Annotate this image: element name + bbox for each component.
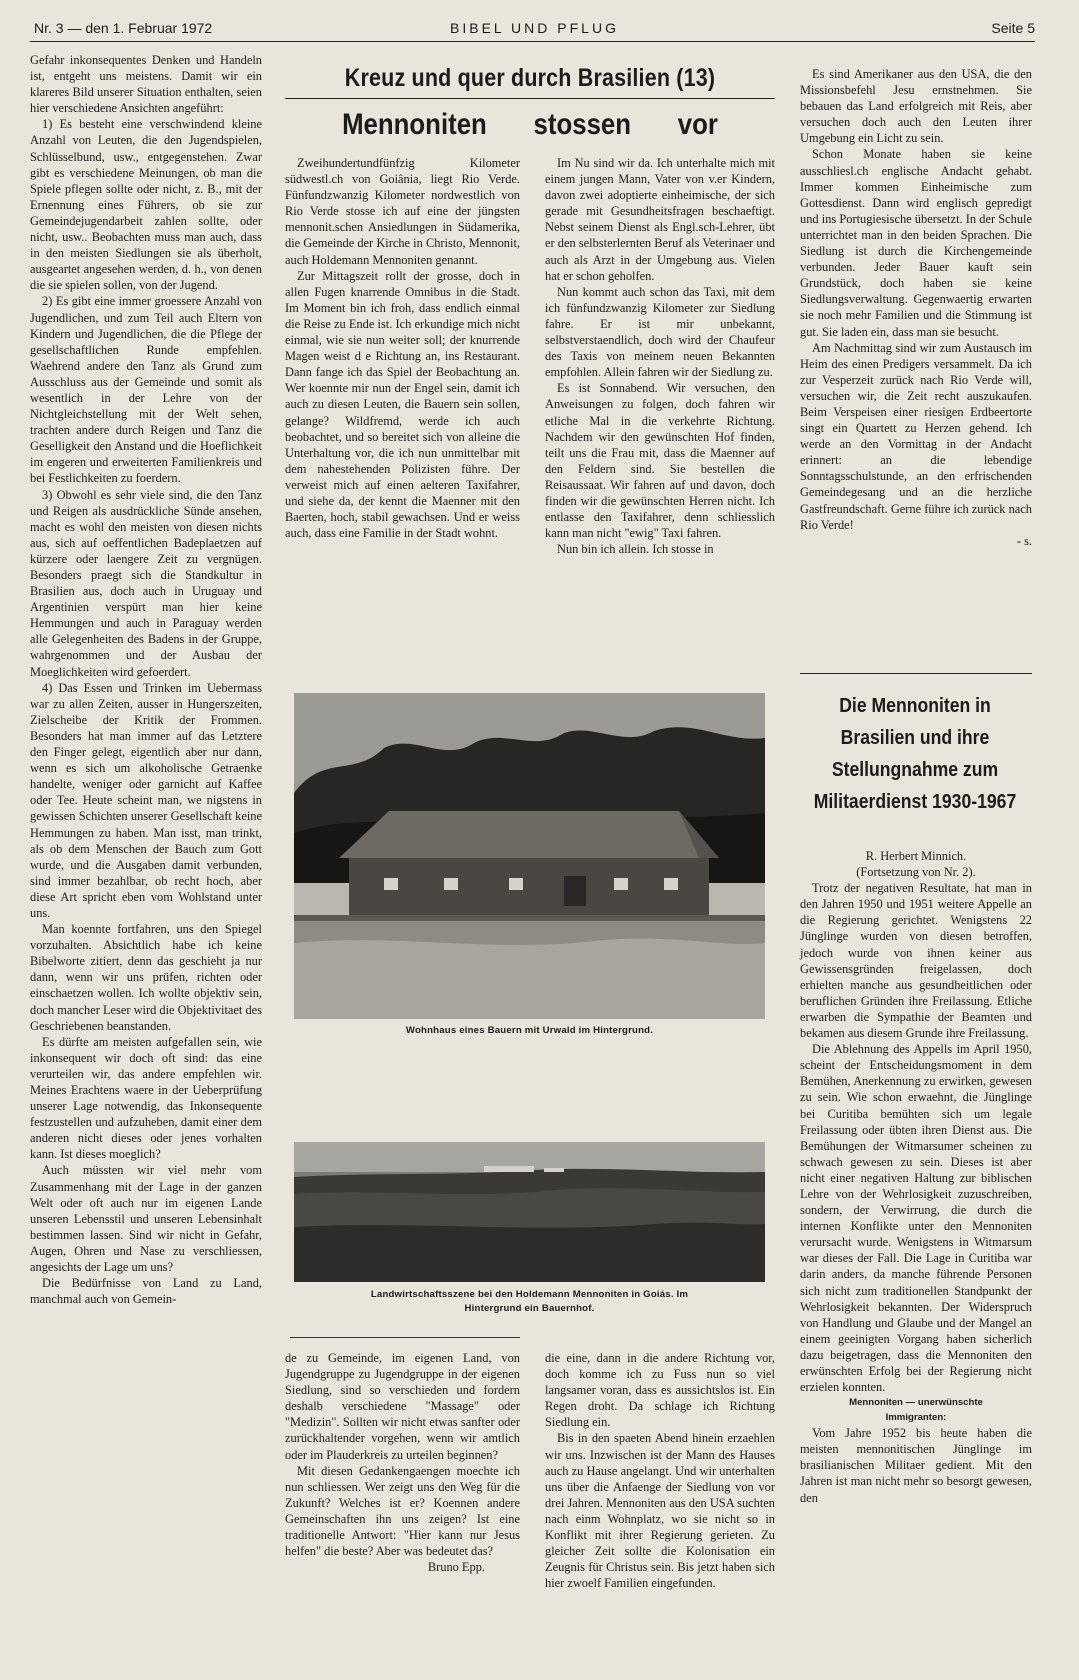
column-rule — [290, 1337, 520, 1338]
article2-title: Die Mennoniten in Brasilien und ihre Stellungnahme zum Militaerdienst 1930-1967 — [813, 695, 1017, 813]
issue-date: Nr. 3 — den 1. Februar 1972 — [34, 20, 213, 36]
farmhouse-photo — [294, 693, 765, 1019]
author-signature: Bruno Epp. — [427, 1560, 485, 1575]
subheading: Mennoniten — unerwünschte — [849, 1397, 983, 1409]
paragraph: Schon Monate haben sie keine ausschliesl.ch englische Andacht gehabt. Immer kommen Einheimische zum Gottesdienst. Dann wird englisch gepredigt und ins Portugiesische übersetzt. In der Schule unterrichtet man in den beiden Sprachen. Die Siedlung ist durch die Kirchengemeinde verbunden. Jeder Bauer kauft sein Grundstück, doch haben sie keine Siedlungsverwaltung. Gegenwaertig erwarten sie noch mehr Familien und die Stimmung ist gut. Sie laden ein, dass man sie besucht. — [800, 147, 1032, 339]
caption-line: Landwirtschaftsszene bei den Holdemann Mennoniten in Goiás. Im — [370, 1289, 689, 1300]
article-title: Kreuz und quer durch Brasilien (13) — [344, 64, 716, 92]
paragraph: Die Ablehnung des Appells im April 1950, scheint der Entscheidungsmoment in dem Bemühen, Anerkennung zu erwirken, gewesen zu sein. Wie schon erwaehnt, die Jünglinge bei Curitiba bemühten sich um legale Freilassung oder übten ihren Dienst aus. Die Bemühungen der Witmarsumer scheinen zu schwach gewesen zu sein. Dieses ist aber nicht einer negativen Haltung zur biblischen Lehre von der Wehrlosigkeit zuzuschreiben, sondern, der Verwirrung, die durch die internen Konflikte unter den Mennoniten verursacht wurde. Wenigstens in Witmarsum war dieses der Fall. Die Lage in Curitiba war darin anders, da manche führende Personen sich nicht zum traditionellen Standpunkt der Wehrlosigkeit bekannten. Der Widerspruch von Handlung und Glaube und der Mangel an einem geeinigten Vorgang haben sicherlich dazu beigetragen, dass die Mennoniten den erwünschten Erfolg bei der Regierung nicht erzielen konnten. — [800, 1042, 1032, 1395]
paragraph: Im Nu sind wir da. Ich unterhalte mich mit einem jungen Mann, Vater von v.er Kindern, davon zwei adoptierte einheimische, der sich gerade mit Gesundheitsfragen beschaeftigt. Nebst seinem Dienst als Engl.sch-Lehrer, übt er den selbsterlernten Beruf als Veterinaer und auch als Arzt in der Umgebung aus. Vielen hat er schon geholfen. — [545, 156, 775, 283]
paragraph: Es dürfte am meisten aufgefallen sein, wie inkonsequent wir doch oft sind: das eine verurteilen wir, das andere empfehlen wir. Meines Erachtens waere in der Ueberprüfung unserer Lage notwendig, das Inkonsequente festzustellen und aufzuheben, damit einer dem anderen nicht dieses oder jenes vorhalten kann. Ist dieses moeglich? — [30, 1034, 262, 1162]
paragraph: Es sind Amerikaner aus den USA, die den Missionsbefehl Jesu ernstnehmen. Sie bebauen das Land erfolgreich mit Reis, aber versuchen doch auch den Leuten ihrer Umgebung ein Licht zu sein. — [800, 67, 1032, 146]
landscape-photo — [294, 1142, 765, 1282]
paragraph: Mit diesen Gedankengaengen moechte ich nun schliessen. Wer zeigt uns den Weg für die Zukunft? Welches ist er? Koennen andere Gemeinschaften ihn uns zeigen? Ist eine traditionelle Antwort: "Hier kann nur Jesus helfen" die beste? Aber was bedeutet das? — [285, 1463, 520, 1559]
article1-column-c — [285, 1350, 520, 1575]
article-separator — [800, 673, 1032, 674]
paragraph: 4) Das Essen und Trinken im Uebermass war zu allen Zeiten, ausser in Hungerszeiten, Zielscheibe der Kritik der Frommen. Besonders hat man immer auf das Letztere den Finger gelegt, eigentlich aber nur dann, wenn es sich um alkoholische Getraenke handelte, weniger oder garnicht auf Kaffee oder Tee. Heute scheint man, we nigstens in gewissen Schichten unserer Gesellschaft keine Hemmungen zu haben. Man isst, man trinkt, als ob dem Menschen der Bauch zum Gott wurde, und die Ausgaben damit verbunden, sind immer bezahlbar, ob recht hoch, aber diese Art spricht eben vom Wohlstand unter uns. — [30, 680, 262, 920]
paragraph: Gefahr inkonsequentes Denken und Handeln ist, entgeht uns meistens. Damit wir ein klareres Bild unserer Situation enthalten, seien hier verschiedene Ansichten angeführt: — [30, 53, 262, 116]
paragraph: die eine, dann in die andere Richtung vor, doch komme ich zu Fuss nun so viel langsamer voran, dass es aussichtslos ist. Ein Regen droht. Da schlage ich Richtung Siedlung ein. — [545, 1351, 775, 1430]
paragraph: Nun bin ich allein. Ich stosse in — [557, 542, 714, 557]
subheading: Immigranten: — [885, 1412, 947, 1424]
continuation-note: (Fortsetzung von Nr. 2). — [856, 865, 976, 880]
paragraph: Vom Jahre 1952 bis heute haben die meisten mennonitischen Jünglinge im brasilianischen Militaer gedient. Mit den Jahren ist man nicht mehr so besorgt gewesen, den — [800, 1426, 1032, 1505]
page-number: Seite 5 — [991, 20, 1035, 36]
paragraph: Die Bedürfnisse von Land zu Land, manchmal auch von Gemein- — [30, 1276, 262, 1307]
article2-body — [800, 848, 1032, 1506]
paragraph: Auch müssten wir viel mehr vom Zusammenhang mit der Lage in der ganzen Welt oder oft auch nur im eigenen Lande unseren Lebensstil und unseren Lebensinhalt bestimmen lassen. Sind wir nicht in Gefahr, Augen, Ohren und Nase zu verschliessen, angesichts der Lage um uns? — [30, 1163, 262, 1275]
article1-column-b — [545, 155, 775, 557]
paragraph: 2) Es gibt eine immer groessere Anzahl von Jugendlichen, und zum Teil auch Eltern von Kindern und Jugendlichen, die die Pflege der gesellschaftlichen Runde empfehlen. Waehrend andere den Tanz als Grund zum Ausschluss aus der Gemeinde und somit als wesentlich in der Lehre von der Nichtgleichstellung mit der Welt sehen, trachten andere durch Reigen und Tanz die Geselligkeit den Anstand und die Hoeflichkeit im engeren und erweiterten Familienkreis und bei Festlichkeiten zu foerdern. — [30, 294, 262, 486]
paragraph: 3) Obwohl es sehr viele sind, die den Tanz und Reigen als ausdrückliche Sünde ansehen, macht es wohl den meisten von diesen nichts aus, sich auf oeffentlichen Badeplaetzen auf kürzere oder laengere Zeit zu vergnügen. Besonders praegt sich die Standkultur in Brasilien aus, doch auch in Uruguay und Argentinien verspürt man hier keine Hemmungen und auch in Paraguay werden alle Gelegenheiten des Badens in der Gruppe, wahrgenommen und der Ausbau der Moeglichkeiten wird gefoerdert. — [30, 487, 262, 679]
paragraph: Zur Mittagszeit rollt der grosse, doch in allen Fugen knarrende Omnibus in die Stadt. Im Moment bin ich froh, dass endlich einmal die Reise zu Ende ist. Ich erkundige mich nicht einmal, wie sie nun weiter soll; der knurrende Magen weist d e Richtung an, ins Restaurant. Dann fange ich das Spiel der Beobachtung an. Wer koennte mir nun der Engel sein, damit ich auch zu diesen Leuten, die Bauern sein sollen, gelange? Wildfremd, werde ich auch beobachtet, und so bereitet sich von alleine die Unterhaltung vor, die ich nun unmittelbar mit dem nahestehenden Polizisten führe. Der verweist mich auf einen aelteren Taxifahrer, und siehe da, der kennt die Maenner mit den Baerten, hoch, stabil gewachsen. Und er weiss auch, dass eine Familie in der Stadt wohnt. — [285, 268, 520, 541]
caption-line: Hintergrund ein Bauernhof. — [464, 1303, 595, 1314]
paragraph: de zu Gemeinde, im eigenen Land, von Jugendgruppe zu Jugendgruppe in der eigenen Siedlung, sind so verschieden und fordern deshalb verschiedene "Massage" oder "Medizin". Sollten wir nicht etwas sanfter oder zurückhaltender vorgehen, wenn wir amtlich oder im Plauderkreis zu urteilen beginnen? — [285, 1351, 520, 1462]
article1-column-d — [545, 1350, 775, 1591]
landscape-image — [294, 1142, 765, 1282]
left-column — [30, 52, 262, 1307]
paragraph: Nun kommt auch schon das Taxi, mit dem ich fünfundzwanzig Kilometer zur Siedlung fahre. Er ist mir unbekannt, selbstverstaendlich, doch wird der Chaufeur des Taxis von meinem neuen Bekannten empfohlen. Allein fahren wir der Siedlung zu. — [545, 284, 775, 380]
photo-caption — [294, 1288, 765, 1316]
paragraph: Zweihundertundfünfzig Kilometer südwestl.ch von Goiânia, liegt Rio Verde. Fünfundzwanzig Kilometer nordwestlich von Rio Verde stosse ich auf eine der jüngsten mennonit.schen Ansiedlungen in Südamerika, die Gemeinde der Kirche in Christo, Mennonit, auch Holdemann Mennoniten genannt. — [285, 156, 520, 267]
paragraph: Am Nachmittag sind wir zum Austausch im Heim des einen Predigers versammelt. Da ich zur Vesperzeit zurück nach Rio Verde will, versuchen wir, die Zeit recht auszukaufen. Beim Verspeisen einer riesigen Erdbeertorte singt ein Quartett zu Herzen gehend. Ich werde an den Vormittag in der Andacht erinnert: an die lebendige Sonntagsschulstunde, an den erfrischenden Gemeindegesang und an die herzliche Gastfreundschaft. Gerne führe ich zurück nach Rio Verde! — [800, 340, 1032, 532]
paragraph: Es ist Sonnabend. Wir versuchen, den Anweisungen zu folgen, doch fahren wir etliche Mal in die verkehrte Richtung. Nachdem wir den gewünschten Hof finden, teilt uns die Frau mit, dass die Maenner auf den Feldern sind. Sie bestellen die Reisaussaat. Wir fahren auf und davon, doch finden wir die gewünschten Herren nicht. Ich entlasse den Taxifahrer, denn schliesslich kann man nicht "ewig" Taxi fahren. — [545, 381, 775, 541]
paragraph: Bis in den spaeten Abend hinein erzaehlen wir uns. Inzwischen ist der Mann des Hauses auch zu Hause angelangt. Und wir unterhalten uns über die Anfaenge der Siedlung von vor drei Jahren. Mennoniten aus den USA suchten nach einm Wohnplatz, wo sie nicht so in Konflikt mit ihrer Regierung gerieten. Zu gleicher Zeit sollte die Kolonisation ein Zeugnis für Christus sein. Bis jetzt haben sich hier zwoelf Familien eingefunden. — [545, 1431, 775, 1591]
photo-caption: Wohnhaus eines Bauern mit Urwald im Hintergrund. — [405, 1025, 654, 1036]
author: R. Herbert Minnich. — [865, 849, 967, 863]
masthead: BIBEL UND PFLUG — [450, 20, 619, 36]
paragraph: Trotz der negativen Resultate, hat man in den Jahren 1950 und 1951 weitere Appelle an die Regierung gerichtet. Wenigstens 22 Jünglinge wurden von diesen betroffen, jedoch wurde von ihnen keiner aus Gewissensgründen freigelassen, doch erhielten manche aus gesundheitlichen oder beruflichen Gründen ihre Freilassung. Etliche erwarben die Sympathie der Beamten und bekamen aus diesem Grunde ihre Freilassung. — [800, 881, 1032, 1041]
article1-column-e — [800, 66, 1032, 549]
header-rule — [30, 41, 1035, 42]
farmhouse-image — [294, 693, 765, 1019]
paragraph: Man koennte fortfahren, uns den Spiegel vorzuhalten. Absichtlich habe ich keine Bibelworte zitiert, denn das geschieht ja nur dann, wenn wir uns prüfen, richten oder einschaetzen wollen. Ich wollte objektiv sein, doch mancher Leser wird die Objektivitaet des Geschriebenen beanstanden. — [30, 922, 262, 1033]
paragraph: 1) Es besteht eine verschwindend kleine Anzahl von Leuten, die den Jugendspielen, Schlüsselbund, usw., entgegenstehen. Zwar gibt es verschiedene Meinungen, ob man die Spiele pflegen sollte oder nicht, z. B., mit der Ernennung eines Führers, ob sie zur Gemeindejugendarbeit zahlen sollte, oder nicht, usw.. Beobachten muss man auch, dass in den meisten Siedlungen sie als überholt, ausgeartet angesehen werden, d. h., von denen die sie spielen sollen, von der Jugend. — [30, 117, 262, 293]
article-subtitle: Mennoniten stossen vor — [342, 108, 718, 141]
article1-column-a — [285, 155, 520, 541]
title-rule — [285, 98, 775, 99]
author-signature: - s. — [1016, 533, 1032, 548]
